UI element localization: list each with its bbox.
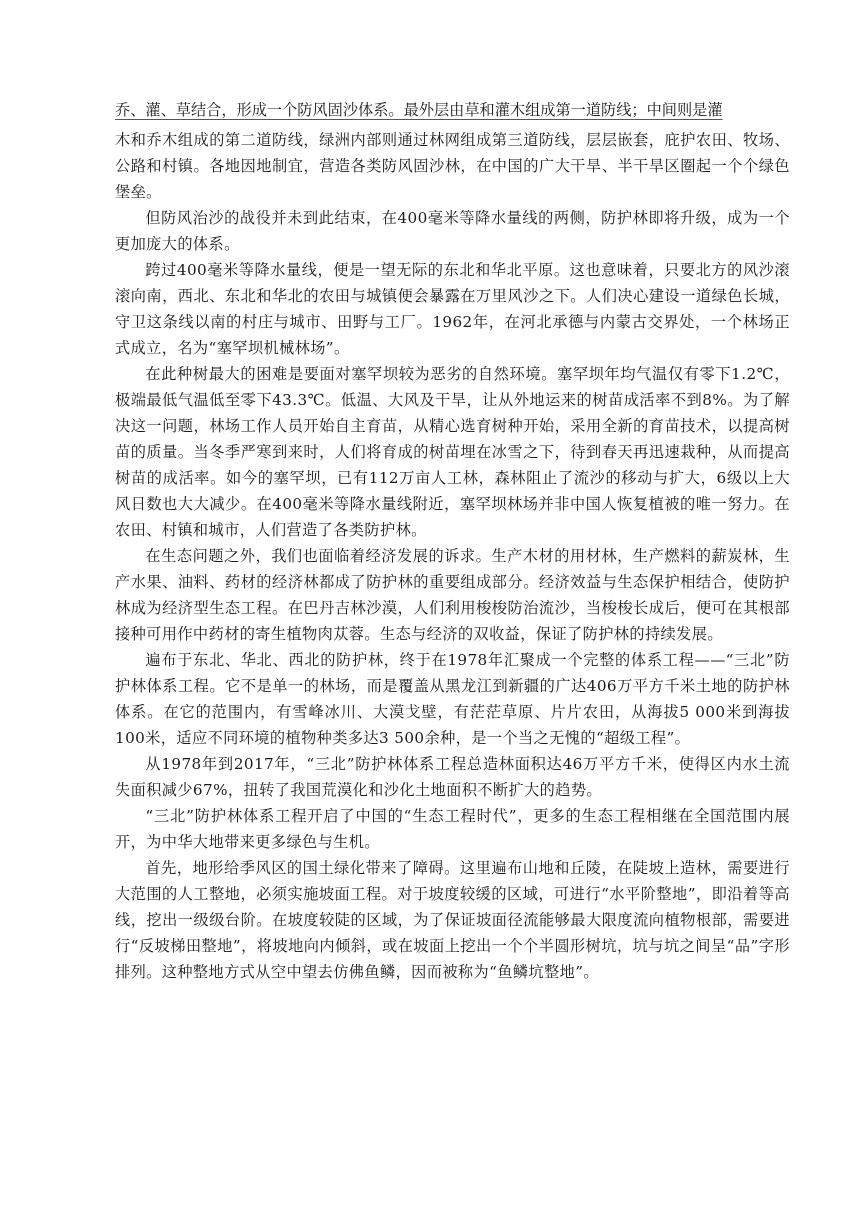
- underlined-first-line: 乔、灌、草结合，形成一个防风固沙体系。最外层由草和灌木组成第一道防线；中间则是灌: [115, 101, 723, 119]
- paragraph-three-north-project: 遍布于东北、华北、西北的防护林，终于在1978年汇聚成一个完整的体系工程——“三北”防护林体系工程。它不是单一的林场，而是覆盖从黑龙江到新疆的广达406万平方千米土地的防护林体系。在它的范围内，有雪峰冰川、大漠戈壁，有茫茫草原、片片农田，从海拔5 000米到海拔100米，适应不同环境的植物种类多达3 500余种，是一个当之无愧的“超级工程”。: [115, 651, 790, 747]
- paragraph-economic-forests: 在生态问题之外，我们也面临着经济发展的诉求。生产木材的用材林，生产燃料的薪炭林，生产水果、油料、药材的经济林都成了防护林的重要组成部分。经济效益与生态保护相结合，使防护林成为经济型生态工程。在巴丹吉林沙漠，人们利用梭梭防治流沙，当梭梭长成后，便可在其根部接种可用作中药材的寄生植物肉苁蓉。生态与经济的双收益，保证了防护林的持续发展。: [115, 547, 790, 643]
- paragraph-400mm-line: 但防风治沙的战役并未到此结束，在400毫米等降水量线的两侧，防护林即将升级，成为一个更加庞大的体系。: [115, 209, 790, 253]
- paragraph-saihanba-founding: 跨过400毫米等降水量线，便是一望无际的东北和华北平原。这也意味着，只要北方的风沙滚滚向南，西北、东北和华北的农田与城镇便会暴露在万里风沙之下。人们决心建设一道绿色长城，守卫这条线以南的村庄与城市、田野与工厂。1962年，在河北承德与内蒙古交界处，一个林场正式成立，名为“塞罕坝机械林场”。: [115, 261, 790, 357]
- paragraph-saihanba-climate: 在此种树最大的困难是要面对塞罕坝较为恶劣的自然环境。塞罕坝年均气温仅有零下1.2℃，极端最低气温低至零下43.3℃。低温、大风及干旱，让从外地运来的树苗成活率不到8%。为了解决这一问题，林场工作人员开始自主育苗，从精心选育树种开始，采用全新的育苗技术，以提高树苗的质量。当冬季严寒到来时，人们将育成的树苗埋在冰雪之下，待到春天再迅速栽种，从而提高树苗的成活率。如今的塞罕坝，已有112万亩人工林，森林阻止了流沙的移动与扩大，6级以上大风日数也大大减少。在400毫米等降水量线附近，塞罕坝林场并非中国人恢复植被的唯一努力。在农田、村镇和城市，人们营造了各类防护林。: [115, 365, 790, 539]
- paragraph-windbreak-lines: 木和乔木组成的第二道防线，绿洲内部则通过林网组成第三道防线，层层嵌套，庇护农田、牧场、公路和村镇。各地因地制宜，营造各类防风固沙林，在中国的广大干旱、半干旱区圈起一个个绿色堡垒。: [115, 131, 790, 201]
- paragraph-afforestation-results: 从1978年到2017年，“三北”防护林体系工程总造林面积达46万平方千米，使得区内水土流失面积减少67%，扭转了我国荒漠化和沙化土地面积不断扩大的趋势。: [115, 755, 790, 799]
- paragraph-ecological-era: “三北”防护林体系工程开启了中国的“生态工程时代”，更多的生态工程相继在全国范围内展开，为中华大地带来更多绿色与生机。: [115, 807, 790, 851]
- document-page: [115, 97, 790, 985]
- paragraph-terrain-engineering: 首先，地形给季风区的国土绿化带来了障碍。这里遍布山地和丘陵，在陡坡上造林，需要进行大范围的人工整地，必须实施坡面工程。对于坡度较缓的区域，可进行“水平阶整地”，即沿着等高线，挖出一级级台阶。在坡度较陡的区域，为了保证坡面径流能够最大限度流向植物根部，需要进行“反坡梯田整地”，将坡地向内倾斜，或在坡面上挖出一个个半圆形树坑，坑与坑之间呈“品”字形排列。这种整地方式从空中望去仿佛鱼鳞，因而被称为“鱼鳞坑整地”。: [115, 859, 790, 981]
